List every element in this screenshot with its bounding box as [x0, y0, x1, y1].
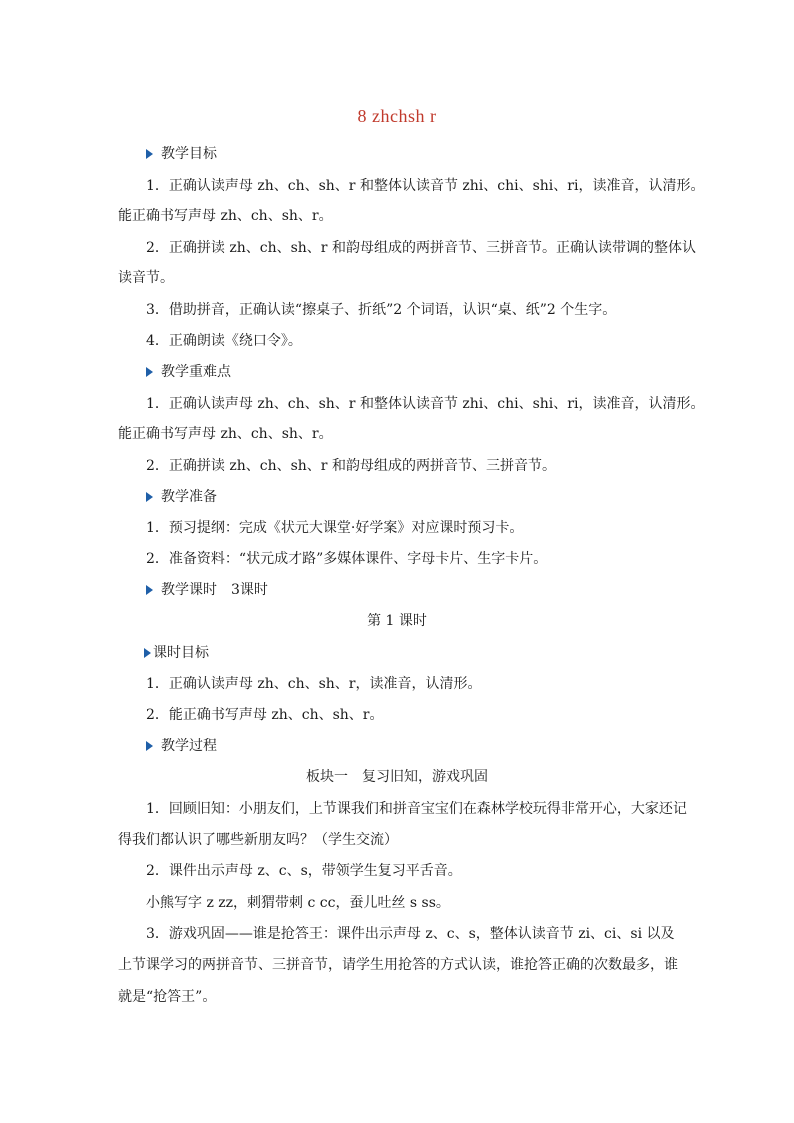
section-heading-label: 教学课时: [161, 582, 217, 598]
triangle-bullet-icon: [146, 585, 153, 595]
section-heading-hours: [146, 580, 716, 600]
text-line: 2．正确拼读 zh、ch、sh、r 和韵母组成的两拼音节、三拼音节。: [146, 458, 556, 474]
section-heading-label: 教学目标: [161, 146, 217, 162]
page-title: 8 zhchsh r: [357, 106, 437, 126]
section-heading-key-points: [146, 362, 716, 382]
text-line: 读音节。: [118, 270, 174, 286]
text-line: 3．借助拼音，正确认读“擦桌子、折纸”2 个词语，认识“桌、纸”2 个生字。: [146, 302, 617, 318]
section-heading-label: 教学重难点: [161, 364, 231, 380]
text-line: 得我们都认识了哪些新朋友吗？（学生交流）: [118, 832, 398, 848]
text-line: 4．正确朗读《绕口令》。: [146, 333, 302, 349]
text-line: 1．回顾旧知：小朋友们，上节课我们和拼音宝宝们在森林学校玩得非常开心，大家还记: [146, 801, 687, 817]
section-heading-label: 教学准备: [161, 489, 217, 505]
section-heading-label: 课时目标: [153, 645, 209, 661]
text-line: 2．能正确书写声母 zh、ch、sh、r。: [146, 707, 384, 723]
hours-value: 3课时: [231, 582, 268, 598]
section-heading-process: [146, 736, 716, 756]
text-line: 能正确书写声母 zh、ch、sh、r。: [118, 208, 333, 224]
block-title: 板块一 复习旧知，游戏巩固: [306, 769, 488, 785]
triangle-bullet-icon: [146, 741, 153, 751]
text-line: 2．正确拼读 zh、ch、sh、r 和韵母组成的两拼音节、三拼音节。正确认读带调的整体认: [146, 240, 696, 256]
text-line: 就是“抢答王”。: [118, 989, 217, 1005]
text-line: 2．课件出示声母 z、c、s，带领学生复习平舌音。: [146, 863, 462, 879]
section-heading-lesson-goals: [144, 643, 714, 663]
text-line: 2．准备资料：“状元成才路”多媒体课件、字母卡片、生字卡片。: [146, 551, 548, 567]
section-heading-preparation: [146, 487, 716, 507]
text-line: 小熊写字 z zz，刺猬带刺 c cc，蚕儿吐丝 s ss。: [146, 895, 450, 911]
section-heading-goals: [146, 144, 716, 164]
triangle-bullet-icon: [146, 149, 153, 159]
text-line: 1．正确认读声母 zh、ch、sh、r 和整体认读音节 zhi、chi、shi、ri，读准音，认清形。: [146, 178, 705, 194]
text-line: 1．预习提纲：完成《状元大课堂·好学案》对应课时预习卡。: [146, 520, 524, 536]
triangle-bullet-icon: [146, 367, 153, 377]
text-line: 1．正确认读声母 zh、ch、sh、r 和整体认读音节 zhi、chi、shi、ri，读准音，认清形。: [146, 396, 705, 412]
text-line: 1．正确认读声母 zh、ch、sh、r，读准音，认清形。: [146, 676, 482, 692]
lesson-title: 第 1 课时: [367, 613, 427, 629]
triangle-bullet-icon: [146, 492, 153, 502]
section-heading-label: 教学过程: [161, 738, 217, 754]
triangle-bullet-icon: [144, 648, 151, 658]
text-line: 3．游戏巩固——谁是抢答王：课件出示声母 z、c、s，整体认读音节 zi、ci、si 以及: [146, 926, 675, 942]
text-line: 能正确书写声母 zh、ch、sh、r。: [118, 426, 333, 442]
text-line: 上节课学习的两拼音节、三拼音节，请学生用抢答的方式认读，谁抢答正确的次数最多，谁: [118, 957, 678, 973]
